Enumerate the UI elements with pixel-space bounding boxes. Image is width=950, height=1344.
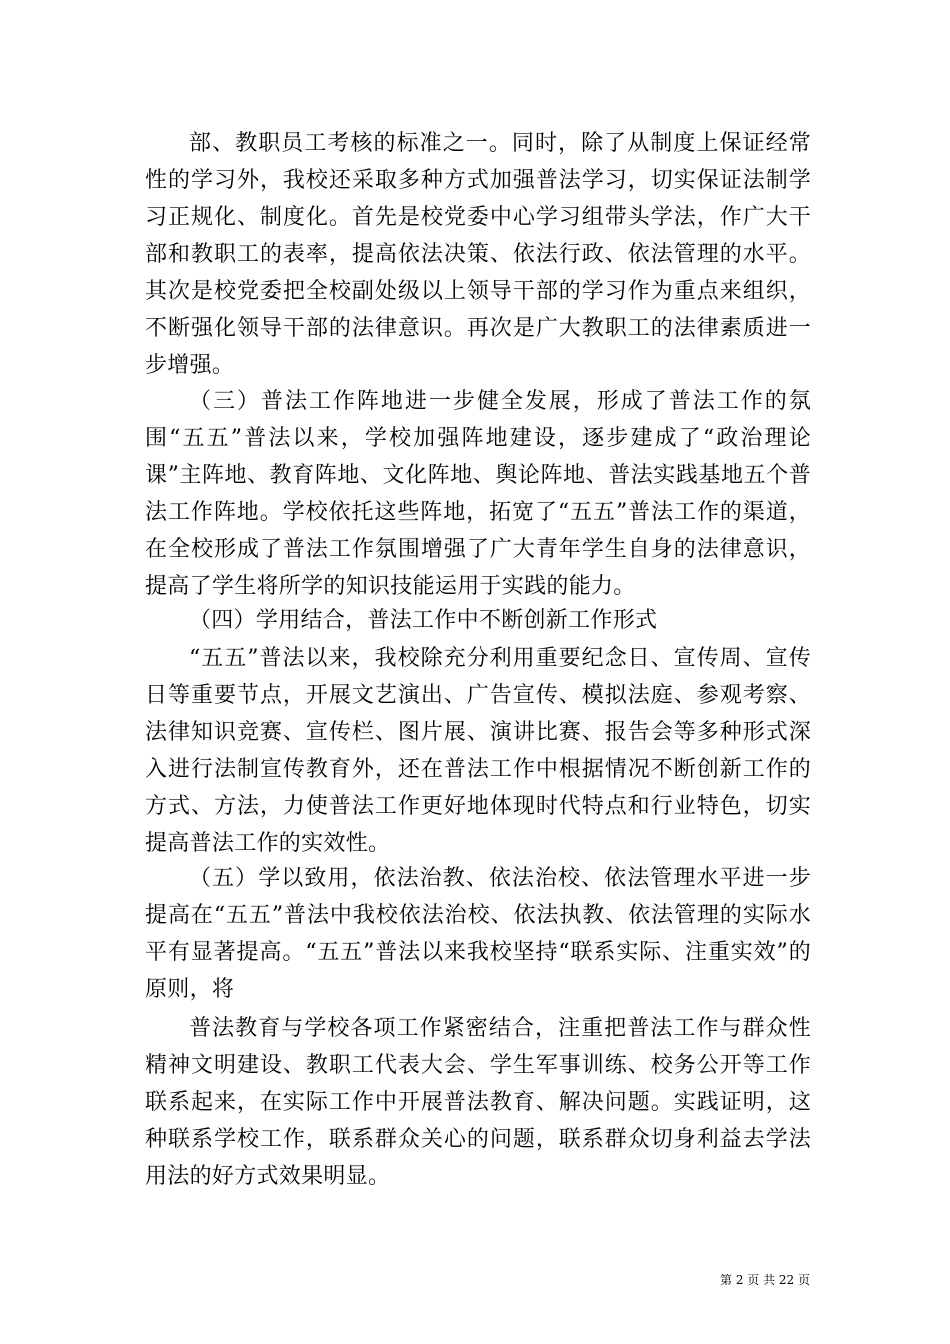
paragraph-3: （四）学用结合，普法工作中不断创新工作形式 bbox=[189, 608, 658, 633]
paragraph-1: 部、教职员工考核的标准之一。同时，除了从制度上保证经常性的学习外，我校还采取多种方式加强普法学习，切实保证法制学习正规化、制度化。首先是校党委中心学习组带头学法，作广大干部和教职工的表率，提高依法决策、依法行政、依法管理的水平。其次是校党委把全校副处级以上领导干部的学习作为重点来组织，不断强化领导干部的法律意识。再次是广大教职工的法律素质进一步增强。 bbox=[145, 131, 811, 378]
paragraph-5: （五）学以致用，依法治教、依法治校、依法管理水平进一步提高在“五五”普法中我校依法治校、依法执教、依法管理的实际水平有显著提高。“五五”普法以来我校坚持“联系实际、注重实效”的原则，将 bbox=[145, 866, 811, 1002]
paragraph-6: 普法教育与学校各项工作紧密结合，注重把普法工作与群众性精神文明建设、教职工代表大会、学生军事训练、校务公开等工作联系起来，在实际工作中开展普法教育、解决问题。实践证明，这种联系学校工作，联系群众关心的问题，联系群众切身利益去学法用法的好方式效果明显。 bbox=[145, 1016, 811, 1189]
page-number-footer: 第 2 页 共 22 页 bbox=[720, 1273, 810, 1287]
paragraph-4: “五五”普法以来，我校除充分利用重要纪念日、宣传周、宣传日等重要节点，开展文艺演出、广告宣传、模拟法庭、参观考察、法律知识竞赛、宣传栏、图片展、演讲比赛、报告会等多种形式深入进行法制宣传教育外，还在普法工作中根据情况不断创新工作的方式、方法，力使普法工作更好地体现时代特点和行业特色，切实提高普法工作的实效性。 bbox=[145, 646, 811, 856]
paragraph-2: （三）普法工作阵地进一步健全发展，形成了普法工作的氛围“五五”普法以来，学校加强阵地建设，逐步建成了“政治理论课”主阵地、教育阵地、文化阵地、舆论阵地、普法实践基地五个普法工作阵地。学校依托这些阵地，拓宽了“五五”普法工作的渠道，在全校形成了普法工作氛围增强了广大青年学生自身的法律意识，提高了学生将所学的知识技能运用于实践的能力。 bbox=[145, 389, 811, 599]
